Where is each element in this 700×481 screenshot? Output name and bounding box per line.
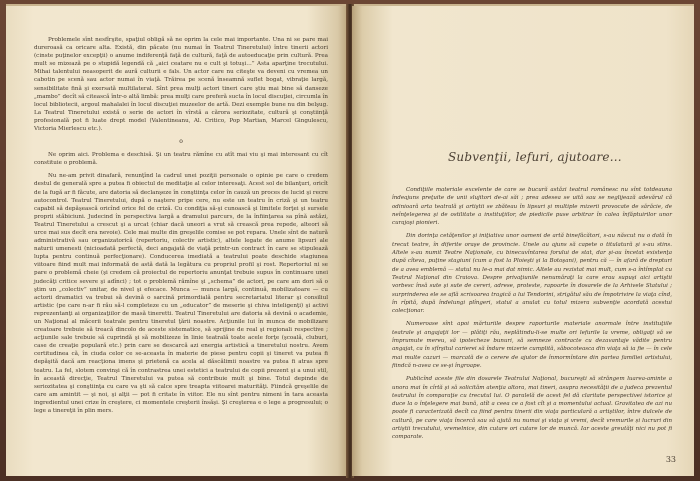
right-paragraph-2: Din dorinţa cetăţenilor şi iniţiativa unor oameni de artă binefăcători, s-au născut nu o dată în trecut teatre, în diferite oraşe de provincie. Unele au ajuns să capete o titulatură şi s-au stins. Altele s-au numit Teatre Naţionale, cu binecuvîntarea forului de stat, dar şi-au încetat existenţa după cîteva, puţine stagiuni (cum a fost la Ploieşti şi la Botoşani), pentru că — în afară de drepturi de a avea emblemă — statul nu le-a mai dat nimic. Altele au rezistat mai mult, cum s-a întîmplat cu Teatrul Naţional din Craiova. Despre privaţiunile nenumăraţi la care erau supuşi aici artiştii vorbesc însă sute şi sute de cereri, adrese, proteste, rapoarte în dosarele de la Arhivele Statului ; surprinderea ele se află scrisoarea tragică a lui Tendorini, strigătul său de împotrivire la viaţa cînd, în rîpită, după îndelungi plîngeri, statul a anulat cu totul mizera subvenţie acordată acestui colecţionar. (392, 233, 672, 315)
right-paragraph-1: Condiţiile materiale excelente de care se bucură astăzi teatrul românesc nu sînt totdeauna îndeajuns preţuite de unii slujitori de-ai săi ; prea adesea se uită sau se neglijează adevărul că odinioară arta teatrală şi artiştii se zbăteau în lipsuri şi multiple mizerii provocate de sărăcie, de neînţelegerea şi de ostilitate a instituţiilor, de piedicile puse arbitrar în calea înfăptuirilor unor curajoşi pionieri. (392, 187, 672, 227)
left-paragraph-1: Problemele sînt nesfîrşite, spaţiul obligă să ne oprim la cele mai importante. Una ni se pare mai dureroasă ca oricare alta. Există, din păcate (nu numai în Teatrul Tineretului) între tinerii actori (cinste puţinelor excepţii) o anume indiferenţă faţă de cultură, faţă de autoeducaţie prin cultură. Prea mult se mizează pe o stupidă legendă că „aici ceatare nu e cult şi totuşi…” Asta aparţine trecutului. Mihai talentului neasoperit de aură culturii e fals. Un actor care nu citeşte va deveni cu vremea un cabotin pe scenă sau actor numai în viaţă. Trăirea pe scenă înseamnă suflet bogat, vibraţie largă, sensibilitate fină şi exersată multilateral. Sînt prea mulţi actori tineri care ştiu mai bine să danseze „mambo” decît să citească într-o altă limbă: prea mulţi care preferă sucta în locul discuţiei, circumla în locul bibliotecii, argoul mahalalei în locul discuţiei muzeelor de artă. Dezi exemple bune nu din belşug. La Teatrul Tineretului există o serie de actori în vîrstă a cărora seriozitate, cultură şi conştiinţă profesională pot fi luate drept model (Valentineanu, Al. Critico, Pop Martian, Marcel Gingulescu, Victoria Mierlescu etc.). (34, 37, 328, 133)
right-paragraph-3: Numeroase sînt apoi mărturiile despre raporturile materiale anormale între instituţiile teatrale şi angajaţii lor — plătiţi rău, neplătindu-li-se multe ori lefurile la vreme, obligaţi să se împrumute mereu, să ipotecheze bunuri, să semneze contracte cu dezavantaje vădite pentru angajat, ca în sfîrşitul carierei să îndure mizerie cumplită, săbocoteasca din viaţa să ia fie — în cele mai multe cazuri — marcată de o cerere de ajutor de înmormîntare din partea familiei artistului, fiindcă n-avea ce se-şi îngroape. (392, 321, 672, 369)
left-page (6, 6, 348, 476)
section-separator: o (179, 138, 183, 146)
right-paragraph-4: Publicînd aceste file din dosarele Teatrului Naţional, bucureşti să străngem luarea-aminte a unora mai în cîrtă şi să solicităm atenţia altora, mai tineri, asupra necesităţii de a judeca prezentul teatrului în comparaţie cu trecutul lui. O paralelă de acest fel dă claritate perspectivei istorice şi duce la o înţelegere mai bună, atît a ceea ce a fost cît şi a momentului actual. Gravitatea de azi nu poate fi caracterizată decît ca fiind pentru tinerii din viaţa particulară a artiştilor, între dulcele de cultură, pe care viaţa încercă sau să ajută nu numai şi viaţa şi vremi, decît vremurile și lucruri din artiştii trecutului, vremelnice, din cutare ori cutare lor de muncă. Iar aceste greutăţi nici nu pot fi comparate. (392, 376, 672, 441)
left-paragraph-2: Ne oprim aici. Problema e deschisă. Şi un teatru rămîne cu atît mai viu şi mai interesant cu cît constituie o problemă. (34, 152, 328, 167)
right-page (352, 6, 694, 476)
article-heading: Subvenţii, lefuri, ajutoare... (448, 150, 622, 164)
page-number: 33 (665, 455, 676, 464)
left-paragraph-3: Nu ne-am privit dinafară, renunţînd la cadrul unei poziţii personale o opinie pe care o credem destul de generală spre a putea fi obiectul de meditaţie al celor interesaţi. Acest sol de bilanţuri, oricît de la fugă ar fi făcute, are datoria să declanşeze în conştiinţa celor în cauză un proces de lucid şi recre autocontrol. Teatrul Tineretului, după o naştere pripe cere, nu este un teatru în criză şi un teatru capabil să depăşească oricînd orice fel de criză. Cu condiţia să-şi cunoască şi limitele forţei şi sursele proprii stăbiciuni. Judecind în perspectiva largă a dramului parcurs, de la înfiinţarea sa pînă astăzi, Teatrul Tineretului a crescut şi a urcat (chiar dacă uneori a vrut să crească prea repede, alteori să urce mai sus decît era nevoie). Cele mai multe din greşelile comise se pot repara. Unele sînt de natură administrativă sau organizatorică (repertoriu, colectiv artistic), altele legate de anume lipsuri ale naturii umenesti (nicioadată perfectă, deci angajată de viaţă printr-un contract în care se stipulează lupta pentru continuă perfecţionare). Conducerea imediată a teatrului poate deschide stagiunea viitoare fiind mult mai informată de astă dată la legătura cu propriul profil şi rost. Repertoriul ni se pare o problemă cheie (şi credem că proiectul de repertoriu anunţat trebuie supus în continuare unei judecăţi critice severe şi adînci) ; tot o problemă rămîne şi „schema” de actori, pe care am dori să o ştim un „colectiv” unitar, de nivel şi efecace. Munca — munca largă, continuă, mobilizatoare — cu actorii dramatici va trebui să devină o sarcină primordială pentru secretariatul literar şi consiliul artistic (pe care n-ar fi rău să-l completeze cu un „educator” de meserie şi chiva inteligenţi) şi activi reprezentanţi ai organizaţiilor de masă tineretti. Teatrul Tineretului are datoria să devină o academie, un Naţional al măcerii teatrale pentru tineretul ţării noastre. Acţiunile lui în munca de mobilizare creatoare trebuie să treacă dincolo de aceste sistematice, să sprijine de real şi regionali respective ; acţiunile sale trebuie să cuprindă şi să mobilizeze în linie teatrală toate acele forţe (şcoală, cluburi, case de creaţie populară etc.) prin care se descarcă azi energia artistică a tineretului nostru. Avem certitudinea că, în ciuda celor ce se-aceasta în materie de piese pentru copii şi tineret va putea fi depăşită dacă am reacţiona imens şi prietenă ca acela al dăscălimii noastre va putea fi atras spre teatru. La fel, slotem convinşi că în contrastrea unei estetici a teatrului de copii prezent şi a unui stil, în această direcţie, Teatrul Tineretului va putea să contribuie mult şi bine. Totul depinde de seriozitatea şi conştiinţa cu care va şti să calce spre treapta viitoarei maturităţi. Fiindcă greşelile de care am amintit — şi noi, şi alţii — pot fi critate în viitor. Ele nu sînt pentru nimeni în tara aceasta ingredientul unei crize în creştere, ci momentele creşterii însăşi. Şi creşterea e o lege a progresului; o lege a tinereţii în plin mers. (34, 173, 328, 415)
